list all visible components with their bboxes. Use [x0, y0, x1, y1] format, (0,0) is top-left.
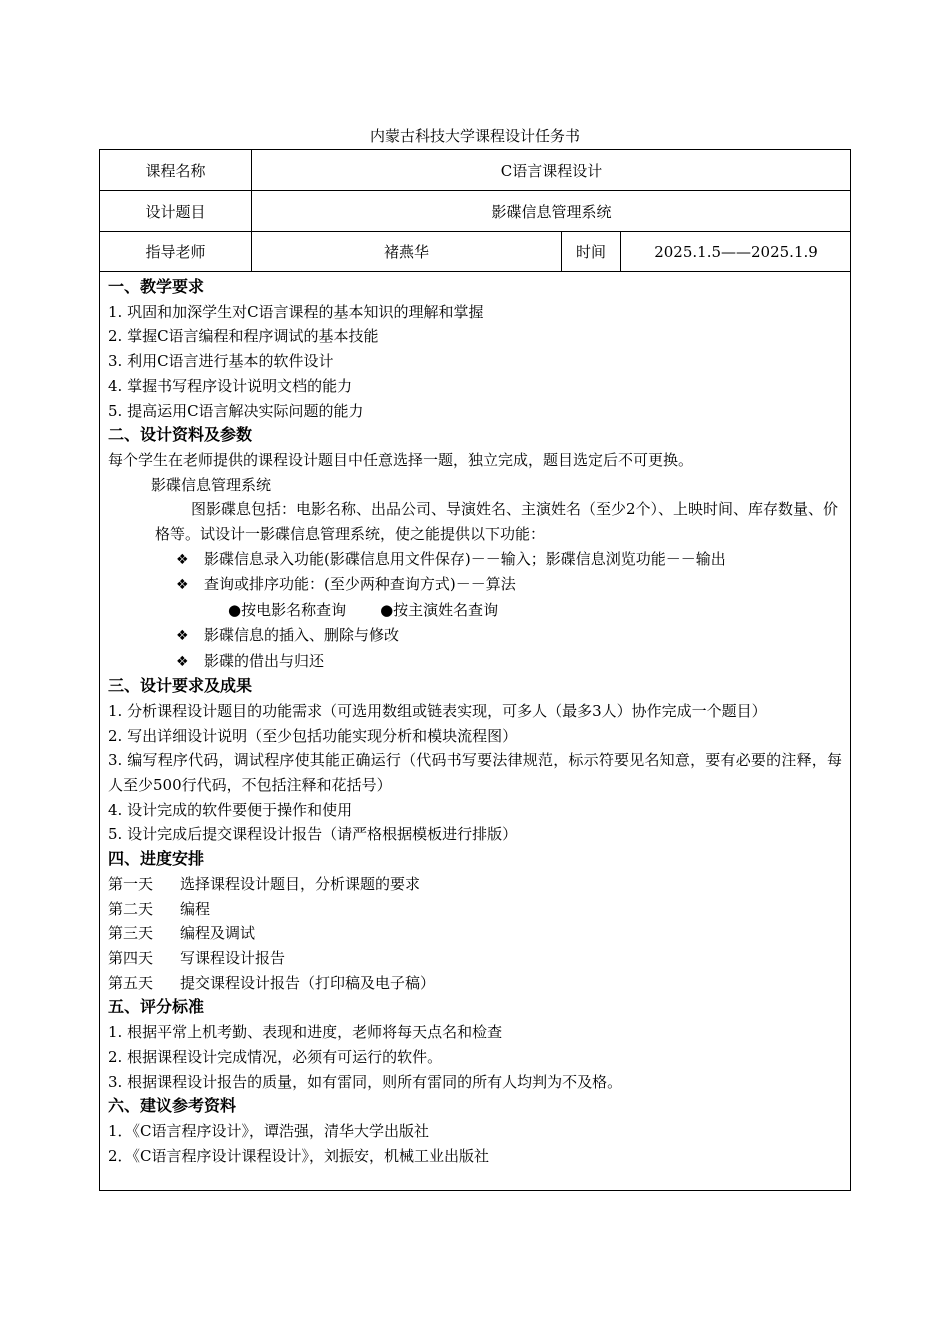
query-by-title: ●按电影名称查询 [228, 601, 347, 620]
diamond-bullet-icon: ❖ [176, 577, 189, 594]
section-design-materials: 二、设计资料及参数 [108, 425, 253, 445]
feature-item: ❖ 影碟信息的插入、删除与修改 [108, 623, 842, 649]
section-design-results: 三、设计要求及成果 [108, 676, 253, 696]
schedule-row: 第三天 编程及调试 [108, 924, 256, 943]
schedule-row: 第二天 编程 [108, 899, 211, 918]
list-item: 2. 掌握C语言编程和程序调试的基本技能 [108, 327, 379, 346]
list-item: 2. 写出详细设计说明（至少包括功能实现分析和模块流程图） [108, 726, 518, 745]
content-body [100, 272, 850, 1190]
course-row [100, 150, 850, 191]
time-value: 2025.1.5——2025.1.9 [620, 232, 851, 271]
course-label: 课程名称 [145, 161, 206, 180]
query-by-actor: ●按主演姓名查询 [380, 601, 499, 620]
list-item: 3. 根据课程设计报告的质量，如有雷同，则所有雷同的所有人均判为不及格。 [108, 1072, 623, 1091]
document-title: 内蒙古科技大学课程设计任务书 [369, 127, 580, 145]
feature-item: ❖ 查询或排序功能：(至少两种查询方式)－－算法 [108, 572, 842, 598]
time-label: 时间 [561, 232, 620, 271]
section-grading: 五、评分标准 [108, 997, 205, 1017]
course-value: C语言课程设计 [251, 150, 851, 190]
list-item: 3. 利用C语言进行基本的软件设计 [108, 352, 334, 371]
diamond-bullet-icon: ❖ [176, 551, 189, 568]
list-item: 4. 设计完成的软件要便于操作和使用 [108, 800, 353, 819]
diamond-bullet-icon: ❖ [176, 653, 189, 670]
list-item: 1. 根据平常上机考勤、表现和进度，老师将每天点名和检查 [108, 1023, 503, 1042]
system-description: 图影碟息包括：电影名称、出品公司、导演姓名、主演姓名（至少2个）、上映时间、库存数量、价格等。试设计一影碟信息管理系统，使之能提供以下功能： [155, 500, 839, 544]
schedule-row: 第四天 写课程设计报告 [108, 948, 286, 967]
feature-item: ❖ 影碟的借出与归还 [108, 649, 842, 675]
diamond-bullet-icon: ❖ [176, 627, 189, 644]
topic-value: 影碟信息管理系统 [251, 191, 851, 231]
list-item: 3. 编写程序代码，调试程序使其能正确运行（代码书写要法律规范，标示符要见名知意，要有必要的注释，每人至少500行代码，不包括注释和花括号） [108, 751, 842, 795]
list-item: 1. 巩固和加深学生对C语言课程的基本知识的理解和掌握 [108, 302, 484, 321]
list-item: 1. 分析课程设计题目的功能需求（可选用数组或链表实现，可多人（最多3人）协作完成一个题目） [108, 701, 767, 720]
topic-label: 设计题目 [145, 202, 206, 221]
list-item: 2．《C语言程序设计课程设计》，刘振安，机械工业出版社 [108, 1146, 490, 1165]
system-name: 影碟信息管理系统 [151, 475, 272, 494]
section-teaching-requirements: 一、教学要求 [108, 277, 205, 296]
schedule-row: 第一天 选择课程设计题目，分析课题的要求 [108, 874, 421, 893]
list-item: 2. 根据课程设计完成情况，必须有可运行的软件。 [108, 1047, 443, 1066]
teacher-row [100, 232, 850, 272]
teacher-value: 褚燕华 [251, 232, 561, 271]
intro-text: 每个学生在老师提供的课程设计题目中任意选择一题，独立完成，题目选定后不可更换。 [108, 450, 694, 469]
schedule-row: 第五天 提交课程设计报告（打印稿及电子稿） [108, 973, 436, 992]
list-item: 4. 掌握书写程序设计说明文档的能力 [108, 376, 353, 395]
teacher-label: 指导老师 [145, 243, 206, 261]
list-item: 5. 提高运用C语言解决实际问题的能力 [108, 401, 364, 420]
list-item: 5. 设计完成后提交课程设计报告（请严格根据模板进行排版） [108, 825, 518, 844]
query-options [108, 598, 842, 623]
section-references: 六、建议参考资料 [108, 1096, 237, 1116]
list-item: 1．《C语言程序设计》，谭浩强，清华大学出版社 [108, 1121, 430, 1140]
task-table [99, 149, 851, 1191]
section-schedule: 四、进度安排 [108, 849, 205, 869]
feature-item: ❖ 影碟信息录入功能(影碟信息用文件保存)－－输入；影碟信息浏览功能－－输出 [108, 547, 842, 573]
topic-row [100, 191, 850, 232]
